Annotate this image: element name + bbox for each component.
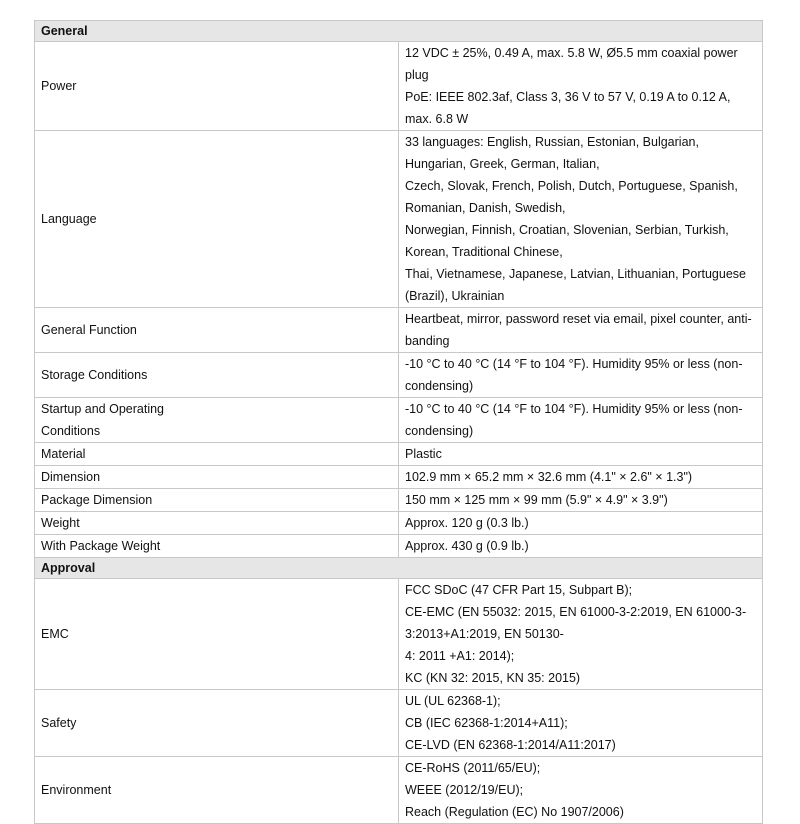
spec-label: EMC bbox=[35, 579, 399, 690]
spec-row-weight bbox=[35, 512, 763, 535]
spec-label-line: Conditions bbox=[41, 424, 101, 438]
spec-row-language bbox=[35, 131, 763, 308]
spec-row-safety bbox=[35, 690, 763, 757]
spec-table-body bbox=[35, 21, 763, 824]
spec-value bbox=[399, 131, 763, 308]
spec-row-emc bbox=[35, 579, 763, 690]
spec-label: Environment bbox=[35, 757, 399, 824]
spec-value-line: -10 °C to 40 °C (14 °F to 104 °F). Humidity 95% or less (non-condensing) bbox=[405, 357, 743, 393]
spec-label-line: Startup and Operating bbox=[41, 402, 164, 416]
spec-value-line: 102.9 mm × 65.2 mm × 32.6 mm (4.1" × 2.6" × 1.3") bbox=[405, 470, 693, 484]
spec-label: Power bbox=[35, 42, 399, 131]
spec-label bbox=[35, 398, 399, 443]
spec-row-with-package-weight bbox=[35, 535, 763, 558]
spec-value-line: Czech, Slovak, French, Polish, Dutch, Portuguese, Spanish, Romanian, Danish, Swedish, bbox=[405, 179, 738, 215]
spec-label: Safety bbox=[35, 690, 399, 757]
spec-value-line: PoE: IEEE 802.3af, Class 3, 36 V to 57 V, 0.19 A to 0.12 A, max. 6.8 W bbox=[405, 90, 731, 126]
spec-value-line: WEEE (2012/19/EU); bbox=[405, 783, 524, 797]
spec-value-line: CE-EMC (EN 55032: 2015, EN 61000-3-2:2019, EN 61000-3-3:2013+A1:2019, EN 50130- bbox=[405, 605, 747, 641]
spec-value bbox=[399, 466, 763, 489]
spec-value bbox=[399, 398, 763, 443]
spec-label: Package Dimension bbox=[35, 489, 399, 512]
spec-value bbox=[399, 690, 763, 757]
spec-row-startup-and-operating-conditions bbox=[35, 398, 763, 443]
spec-label: Dimension bbox=[35, 466, 399, 489]
spec-value-line: Approx. 430 g (0.9 lb.) bbox=[405, 539, 529, 553]
spec-label: Material bbox=[35, 443, 399, 466]
spec-value bbox=[399, 535, 763, 558]
spec-value-line: 150 mm × 125 mm × 99 mm (5.9" × 4.9" × 3.9") bbox=[405, 493, 668, 507]
spec-label: Storage Conditions bbox=[35, 353, 399, 398]
spec-row-storage-conditions bbox=[35, 353, 763, 398]
spec-value-line: Heartbeat, mirror, password reset via email, pixel counter, anti-banding bbox=[405, 312, 752, 348]
spec-value-line: CB (IEC 62368-1:2014+A11); bbox=[405, 716, 568, 730]
spec-value-line: Thai, Vietnamese, Japanese, Latvian, Lithuanian, Portuguese (Brazil), Ukrainian bbox=[405, 267, 746, 303]
spec-value-line: Reach (Regulation (EC) No 1907/2006) bbox=[405, 805, 624, 819]
spec-label: Language bbox=[35, 131, 399, 308]
spec-row-power bbox=[35, 42, 763, 131]
spec-row-material bbox=[35, 443, 763, 466]
spec-value bbox=[399, 489, 763, 512]
spec-value bbox=[399, 353, 763, 398]
spec-value-line: -10 °C to 40 °C (14 °F to 104 °F). Humidity 95% or less (non-condensing) bbox=[405, 402, 743, 438]
spec-value-line: CE-RoHS (2011/65/EU); bbox=[405, 761, 541, 775]
spec-label: Weight bbox=[35, 512, 399, 535]
spec-value bbox=[399, 757, 763, 824]
section-title: General bbox=[35, 21, 763, 42]
spec-value bbox=[399, 579, 763, 690]
section-header-approval bbox=[35, 558, 763, 579]
spec-value-line: 33 languages: English, Russian, Estonian, Bulgarian, Hungarian, Greek, German, Italian, bbox=[405, 135, 699, 171]
section-title: Approval bbox=[35, 558, 763, 579]
spec-value-line: 12 VDC ± 25%, 0.49 A, max. 5.8 W, Ø5.5 mm coaxial power plug bbox=[405, 46, 738, 82]
spec-label: With Package Weight bbox=[35, 535, 399, 558]
spec-value-line: FCC SDoC (47 CFR Part 15, Subpart B); bbox=[405, 583, 633, 597]
spec-row-dimension bbox=[35, 466, 763, 489]
spec-value-line: Approx. 120 g (0.3 lb.) bbox=[405, 516, 529, 530]
spec-value-line: Plastic bbox=[405, 447, 442, 461]
spec-row-package-dimension bbox=[35, 489, 763, 512]
spec-value-line: CE-LVD (EN 62368-1:2014/A11:2017) bbox=[405, 738, 616, 752]
spec-value-line: Norwegian, Finnish, Croatian, Slovenian, Serbian, Turkish, Korean, Traditional Chinese, bbox=[405, 223, 729, 259]
spec-value-line: UL (UL 62368-1); bbox=[405, 694, 501, 708]
spec-value bbox=[399, 512, 763, 535]
spec-value-line: 4: 2011 +A1: 2014); bbox=[405, 649, 515, 663]
spec-row-environment bbox=[35, 757, 763, 824]
spec-value bbox=[399, 308, 763, 353]
spec-table bbox=[34, 20, 763, 824]
spec-value bbox=[399, 42, 763, 131]
spec-row-general-function bbox=[35, 308, 763, 353]
spec-value-line: KC (KN 32: 2015, KN 35: 2015) bbox=[405, 671, 581, 685]
spec-value bbox=[399, 443, 763, 466]
spec-label: General Function bbox=[35, 308, 399, 353]
section-header-general bbox=[35, 21, 763, 42]
